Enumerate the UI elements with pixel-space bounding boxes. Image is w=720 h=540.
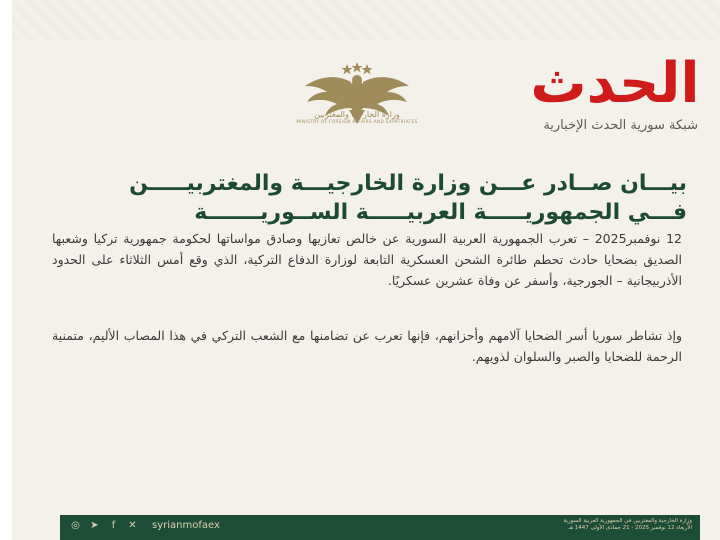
watermark-caption: شبكة سورية الحدث الإخبارية — [543, 118, 698, 133]
decorative-pattern — [12, 0, 720, 40]
ministry-caption — [277, 110, 437, 124]
statement-document — [12, 0, 720, 540]
footer-bar — [60, 515, 700, 540]
statement-paragraph-2: وإذ تشاطر سوريا أسر الضحايا آلامهم وأحزانهم، فإنها تعرب عن تضامنها مع الشعب التركي في هذا المصاب الأليم، متمنية الرحمة للضحايا والصبر والسلوان لذويهم. — [52, 328, 682, 364]
ministry-name-ar: وزارة الخارجية والمغتربين — [314, 110, 400, 119]
instagram-icon[interactable]: ◎ — [71, 520, 80, 531]
alhadath-logo-icon — [530, 40, 700, 120]
title-line-2: فـــي الجمهوريـــــة العربيـــــة الســوريـــــــة — [194, 199, 687, 225]
facebook-icon[interactable]: f — [111, 520, 116, 531]
statement-paragraph-1: 12 نوفمبر2025 – تعرب الجمهورية العربية السورية عن خالص تعازيها وصادق مواساتها لحكومة جمهورية تركيا وشعبها الصديق بضحايا حادث تحطم طائرة الشحن العسكرية التابعة لوزارة الدفاع التركية، الذي وقع أمس الثلاثاء على الحدود الأذربيجانية – الجورجية، وأسفر عن وفاة عشرين عسكريًا. — [52, 231, 682, 288]
footer-ministry-info — [563, 518, 692, 532]
x-icon[interactable]: ✕ — [128, 520, 137, 531]
ministry-name-en: MINISTRY OF FOREIGN AFFAIRS AND EXPATRIATES — [296, 118, 418, 124]
telegram-icon[interactable]: ➤ — [90, 520, 99, 531]
statement-title — [42, 170, 687, 227]
footer-line-1: وزارة الخارجية والمغتربين في الجمهورية العربية السورية — [563, 518, 692, 524]
title-line-1: بيـــان صــادر عـــن وزارة الخارجيـــة والمغتربيـــــن — [129, 171, 687, 196]
logo-text: الحدث — [530, 51, 700, 116]
social-icons — [70, 520, 220, 531]
left-margin — [0, 0, 12, 540]
social-handle[interactable]: syrianmofaex — [152, 520, 220, 531]
footer-line-2: الأربعاء 12 نوفمبر 2025 - 21 جمادى الأولى 1447 هـ — [568, 525, 692, 531]
